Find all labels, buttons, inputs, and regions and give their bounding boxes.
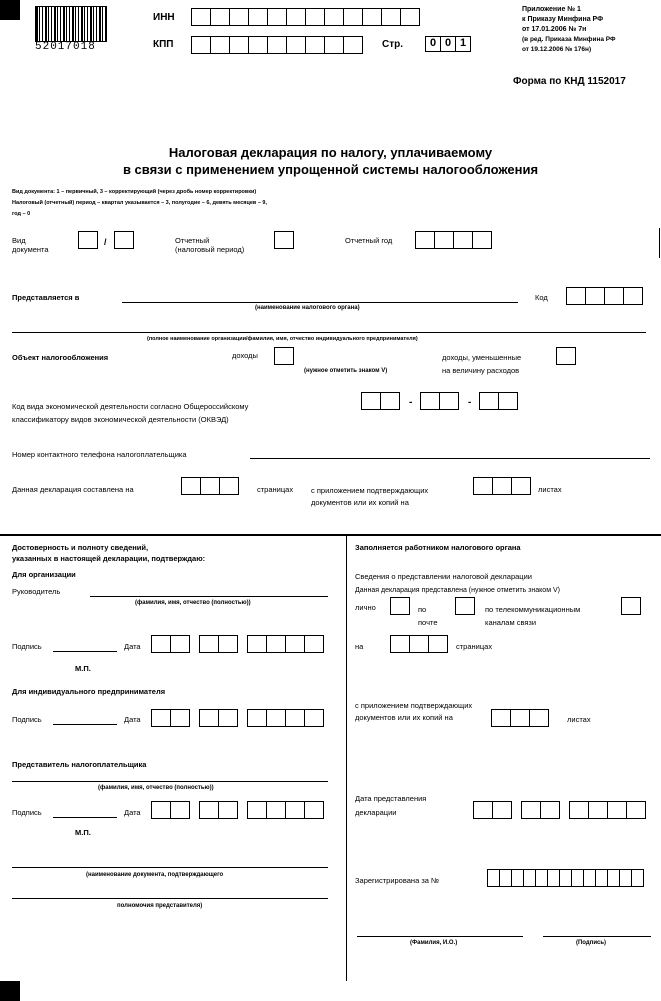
by-mail-label: по почте [418,605,438,627]
input-cell[interactable] [439,392,459,410]
date-label: Дата [124,715,141,724]
date-digit-cell[interactable] [151,635,171,653]
org-name-line [12,332,646,333]
page-number-cells [425,36,470,52]
sign-label: Подпись [12,808,42,817]
signature-line[interactable] [53,651,117,652]
date-digit-cell[interactable] [569,801,589,819]
sheets-label: листах [567,715,591,724]
pages-count-cells[interactable] [181,477,238,495]
input-cell[interactable] [511,477,531,495]
corner-marker [0,981,20,1001]
input-cell[interactable] [585,287,605,305]
input-cell[interactable] [286,36,306,54]
date-digit-cell[interactable] [266,801,286,819]
kpp-label: КПП [153,39,174,50]
date-digit-cell[interactable] [151,709,171,727]
pages-label: Данная декларация составлена на [12,485,134,494]
input-cell[interactable] [219,477,239,495]
note-line: год – 0 [12,211,31,217]
corner-marker [0,0,20,20]
input-cell[interactable] [492,477,512,495]
input-cell[interactable] [229,36,249,54]
input-cell[interactable] [229,8,249,26]
date-digit-cell[interactable] [626,801,646,819]
year-cells[interactable] [415,231,491,249]
input-cell[interactable] [267,36,287,54]
on-label: на [355,642,364,651]
submission-date-cells[interactable] [473,801,645,819]
appendix-line: от 17.01.2006 № 7н [522,26,587,33]
date-digit-cell[interactable] [266,635,286,653]
officer-sign-caption: (Подпись) [576,940,607,946]
date-digit-cell[interactable] [588,801,608,819]
mark-v-caption: (нужное отметить знаком V) [304,368,388,374]
date-digit-cell[interactable] [492,801,512,819]
barcode [35,6,107,42]
date-digit-cell[interactable] [521,801,541,819]
input-cell[interactable] [491,709,511,727]
input-cell[interactable] [343,8,363,26]
income-minus-expenses-checkbox[interactable] [556,347,575,365]
period-label: Отчетный (налоговый период) [175,236,245,254]
date-digit-cell[interactable] [266,709,286,727]
input-cell[interactable] [420,392,440,410]
column-divider [346,535,347,981]
stamp-mark: М.П. [75,828,91,837]
input-cell[interactable] [498,392,518,410]
fio-caption: (фамилия, имя, отчество (полностью)) [98,785,214,791]
date-digit-cell[interactable] [199,635,219,653]
date-digit-cell[interactable] [199,801,219,819]
note-line: Вид документа: 1 – первичный, 3 – корректирующий (через дробь номер корректировки) [12,189,257,195]
kpp-cells[interactable] [191,36,362,54]
submission-date-label: Дата представления декларации [355,794,427,817]
page-digit: 1 [455,36,471,52]
pages-label: страницах [456,642,493,651]
input-cell[interactable] [181,477,201,495]
doc-type-label: Вид документа [12,236,49,254]
registered-label: Зарегистрирована за № [355,876,440,885]
date-digit-cell[interactable] [151,801,171,819]
input-cell[interactable] [324,36,344,54]
input-cell[interactable] [210,8,230,26]
okved-cells-3[interactable] [479,392,517,410]
page-title-line1: Налоговая декларация по налогу, уплачиваемому [168,145,493,160]
org-caption: (полное наименование организации/фамилия, имя, отчество индивидуального предпринимателя) [147,336,418,342]
signature-line[interactable] [53,817,117,818]
income-checkbox[interactable] [274,347,293,365]
input-cell[interactable] [479,392,499,410]
date-digit-cell[interactable] [304,801,324,819]
appendix-line: от 19.12.2006 № 176н) [522,46,592,53]
correction-number-cell[interactable] [114,231,133,249]
tax-authority-caption: (наименование налогового органа) [255,305,360,311]
date-label: Дата [124,642,141,651]
document-name-line[interactable] [12,867,328,868]
phone-label: Номер контактного телефона налогоплательщика [12,450,187,459]
appendix-line: к Приказу Минфина РФ [522,16,604,23]
input-cell[interactable] [623,287,643,305]
input-cell[interactable] [529,709,549,727]
input-cell[interactable] [380,392,400,410]
doc-type-cell[interactable] [78,231,97,249]
input-cell[interactable] [324,8,344,26]
section-divider [0,534,661,536]
page-digit: 0 [425,36,441,52]
sign-label: Подпись [12,642,42,651]
date-digit-cell[interactable] [247,709,267,727]
sign-label: Подпись [12,715,42,724]
income-minus-label: доходы, уменьшенные на величину расходов [442,353,522,375]
input-cell[interactable] [362,8,382,26]
income-label: доходы [232,351,258,360]
page-title-line2: в связи с применением упрощенной системы налогообложения [122,162,539,177]
input-cell[interactable] [473,477,493,495]
input-cell[interactable] [381,8,401,26]
registration-number-cells[interactable] [487,869,643,887]
date-digit-cell[interactable] [285,709,305,727]
input-cell[interactable] [267,8,287,26]
date-digit-cell[interactable] [473,801,493,819]
input-cell[interactable] [566,287,586,305]
input-cell[interactable] [200,477,220,495]
input-cell[interactable] [428,635,448,653]
tax-authority-line [122,302,518,303]
input-cell[interactable] [305,8,325,26]
in-person-checkbox[interactable] [390,597,409,615]
telecom-checkbox[interactable] [621,597,640,615]
pages-suffix: страницах [257,485,294,494]
date-digit-cell[interactable] [285,635,305,653]
period-cell[interactable] [274,231,293,249]
date-digit-cell[interactable] [285,801,305,819]
date-cells[interactable] [151,709,323,727]
right-edge-line [659,228,660,258]
input-cell[interactable] [631,869,644,887]
fio-caption: (фамилия, имя, отчество (полностью)) [135,600,251,606]
confirm-title: Достоверность и полноту сведений, указанных в настоящей декларации, подтверждаю: [12,543,206,563]
date-digit-cell[interactable] [607,801,627,819]
submitted-to-label: Представляется в [12,293,80,302]
date-digit-cell[interactable] [218,709,238,727]
for-org-label: Для организации [12,570,76,579]
input-cell[interactable] [248,8,268,26]
input-cell[interactable] [415,231,435,249]
phone-field-line[interactable] [250,458,650,459]
submission-method: Данная декларация представлена (нужное отметить знаком V) [355,587,560,594]
date-digit-cell[interactable] [218,801,238,819]
date-label: Дата [124,808,141,817]
sheets-count-cells[interactable] [473,477,530,495]
date-digit-cell[interactable] [170,801,190,819]
date-digit-cell[interactable] [304,635,324,653]
sheets-label: листах [538,485,562,494]
input-cell[interactable] [248,36,268,54]
input-cell[interactable] [343,36,363,54]
received-sheets-cells[interactable] [491,709,548,727]
slash: / [104,237,107,247]
stamp-mark: М.П. [75,664,91,673]
input-cell[interactable] [210,36,230,54]
input-cell[interactable] [434,231,454,249]
submission-info: Сведения о представлении налоговой декларации [355,572,532,581]
officer-sign-line[interactable] [543,936,651,937]
document-caption: (наименование документа, подтверждающего [86,872,224,878]
tax-authority-code-cells[interactable] [566,287,642,305]
date-digit-cell[interactable] [540,801,560,819]
date-digit-cell[interactable] [247,801,267,819]
input-cell[interactable] [191,8,211,26]
date-cells[interactable] [151,801,323,819]
input-cell[interactable] [409,635,429,653]
tax-office-title: Заполняется работником налогового органа [355,543,521,552]
representative-name-line[interactable] [12,781,328,782]
okved-label: Код вида экономической деятельности согласно Общероссийскому классификатору видов экономической деятельности (ОКВЭД) [12,402,249,424]
input-cell[interactable] [286,8,306,26]
representative-caption: полномочия представителя) [117,903,203,909]
form-code: Форма по КНД 1152017 [513,76,626,87]
appendix-line: Приложение № 1 [522,6,581,13]
note-line: Налоговый (отчетный) период – квартал указывается – 3, полугодие – 6, девять месяцев – 9, [12,200,268,206]
input-cell[interactable] [453,231,473,249]
input-cell[interactable] [305,36,325,54]
input-cell[interactable] [510,709,530,727]
object-label: Объект налогообложения [12,353,109,362]
okved-cells-1[interactable] [361,392,399,410]
year-label: Отчетный год [345,236,393,245]
officer-fio-caption: (Фамилия, И.О.) [410,940,458,946]
input-cell[interactable] [604,287,624,305]
head-name-line[interactable] [90,596,328,597]
inn-cells[interactable] [191,8,419,26]
input-cell[interactable] [472,231,492,249]
date-digit-cell[interactable] [218,635,238,653]
signature-line[interactable] [53,724,117,725]
inn-label: ИНН [153,12,175,23]
attach-label: с приложением подтверждающих документов или их копий на [311,486,429,507]
head-label: Руководитель [12,587,61,596]
in-person-label: лично [355,603,376,612]
attach-label: с приложением подтверждающих документов или их копий на [355,701,473,722]
for-ip-label: Для индивидуального предпринимателя [12,687,166,696]
okved-cells-2[interactable] [420,392,458,410]
appendix-line: (в ред. Приказа Минфина РФ [522,36,616,43]
date-digit-cell[interactable] [304,709,324,727]
date-digit-cell[interactable] [247,635,267,653]
representative-title: Представитель налогоплательщика [12,760,147,769]
barcode-number: 52017018 [35,41,96,53]
input-cell[interactable] [361,392,381,410]
page-digit: 0 [440,36,456,52]
date-digit-cell[interactable] [170,709,190,727]
date-digit-cell[interactable] [170,635,190,653]
input-cell[interactable] [191,36,211,54]
input-cell[interactable] [400,8,420,26]
code-label: Код [535,293,548,302]
date-digit-cell[interactable] [199,709,219,727]
dash: - [468,397,472,408]
date-cells[interactable] [151,635,323,653]
received-pages-cells[interactable] [390,635,447,653]
by-mail-checkbox[interactable] [455,597,474,615]
telecom-label: по телекоммуникационным каналам связи [485,605,581,627]
officer-name-line[interactable] [357,936,523,937]
page-label: Стр. [382,39,404,50]
input-cell[interactable] [390,635,410,653]
dash: - [409,397,413,408]
document-name-line[interactable] [12,898,328,899]
